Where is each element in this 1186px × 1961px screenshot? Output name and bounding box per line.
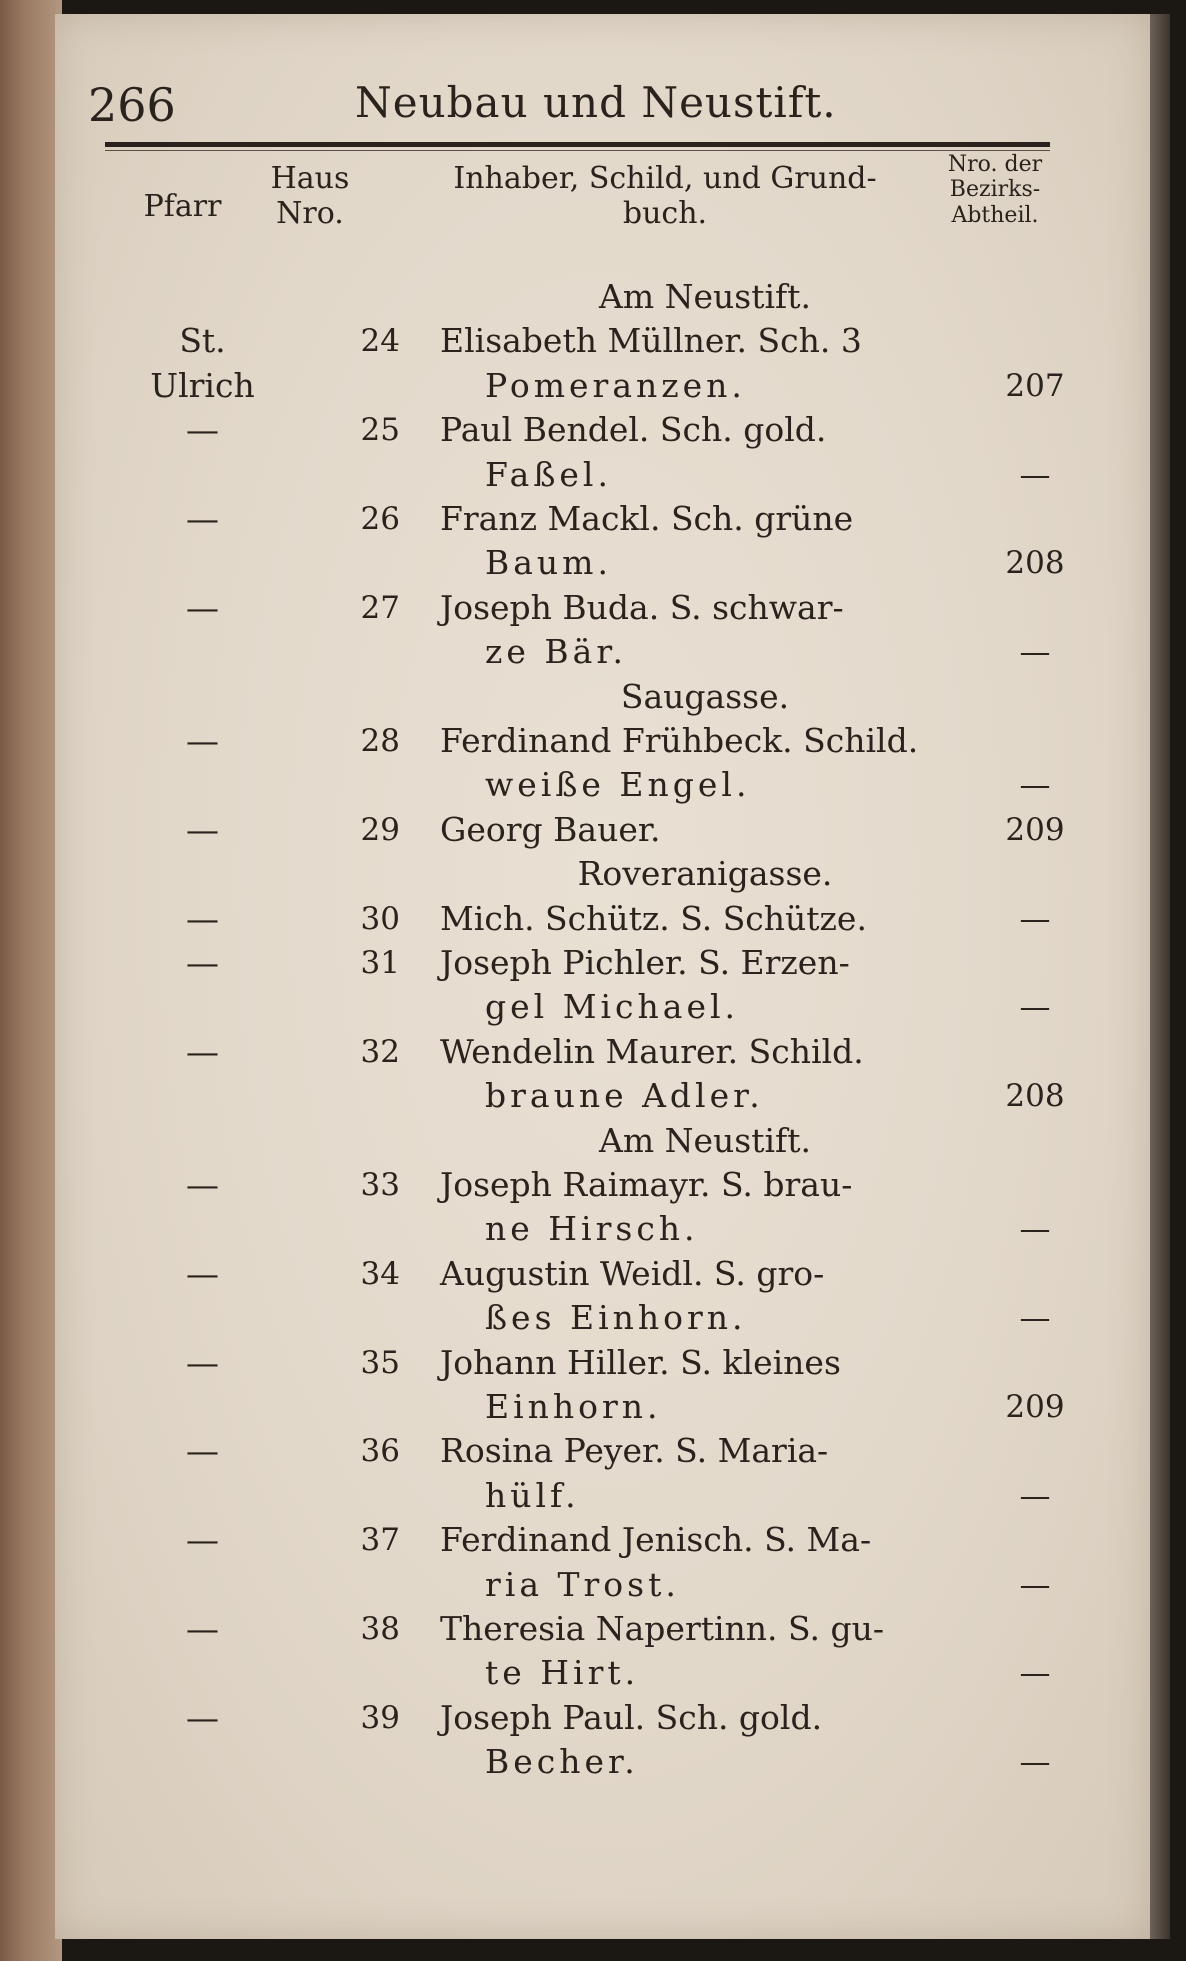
inhaber-text-continuation: Faßel. — [485, 454, 612, 494]
table-row-continuation — [0, 541, 1186, 585]
inhaber-text-continuation: ria Trost. — [485, 1564, 680, 1604]
pfarr-cell: — — [186, 809, 219, 849]
table-row-continuation — [0, 763, 1186, 807]
table-row-continuation — [0, 1563, 1186, 1607]
haus-number-cell: 26 — [360, 501, 400, 537]
column-header-nro-line3: Abtheil. — [951, 202, 1039, 228]
inhaber-text-continuation: te Hirt. — [485, 1653, 640, 1693]
table-row-continuation — [0, 1474, 1186, 1518]
table-row — [0, 941, 1186, 985]
table-row — [0, 1163, 1186, 1207]
column-header-pfarr: Pfarr — [143, 189, 222, 224]
pfarr-cell: — — [186, 1609, 219, 1648]
table-row-continuation — [0, 1651, 1186, 1695]
table-row — [0, 1030, 1186, 1074]
haus-number-cell: 25 — [360, 412, 400, 449]
pfarr-cell: — — [186, 1031, 219, 1071]
bezirk-number-cell: 209 — [1005, 1389, 1065, 1425]
bezirk-number-cell: — — [1019, 1566, 1051, 1603]
section-heading: Am Neustift. — [599, 277, 811, 316]
pfarr-cell: — — [186, 1165, 219, 1204]
table-row — [0, 808, 1186, 852]
table-row — [0, 719, 1186, 763]
bezirk-number-cell: — — [1019, 900, 1051, 937]
pfarr-cell: — — [186, 1253, 219, 1293]
pfarr-cell: — — [186, 721, 219, 760]
inhaber-text: Wendelin Maurer. Schild. — [440, 1031, 864, 1071]
table-row-continuation — [0, 1074, 1186, 1118]
section-heading: Saugasse. — [620, 676, 790, 716]
pfarr-cell: — — [186, 1520, 219, 1560]
table-row — [0, 1607, 1186, 1651]
table-row — [0, 1696, 1186, 1740]
table-row-continuation — [0, 1207, 1186, 1251]
section-heading: Roveranigasse. — [577, 854, 833, 894]
pfarr-cell: St. — [179, 321, 226, 361]
inhaber-text: Ferdinand Jenisch. S. Ma- — [440, 1520, 872, 1560]
inhaber-text-continuation: Becher. — [485, 1742, 639, 1782]
bezirk-number-cell: — — [1019, 634, 1051, 671]
inhaber-text-continuation: Baum. — [485, 543, 612, 583]
inhaber-text: Georg Bauer. — [440, 809, 661, 849]
table-row — [0, 319, 1186, 363]
bezirk-number-cell: — — [1019, 989, 1051, 1026]
bezirk-number-cell: 208 — [1005, 545, 1065, 582]
bezirk-number-cell: — — [1019, 1744, 1051, 1781]
column-header-nro-line2: Bezirks- — [949, 177, 1041, 203]
column-header-nro-line1: Nro. der — [947, 152, 1043, 177]
haus-number-cell: 28 — [360, 723, 400, 759]
inhaber-text-continuation: braune Adler. — [485, 1076, 764, 1116]
column-header-haus-line2: Nro. — [276, 195, 344, 231]
pfarr-cell: — — [186, 1697, 219, 1737]
inhaber-text: Franz Mackl. Sch. grüne — [440, 499, 854, 538]
inhaber-text: Elisabeth Müllner. Sch. 3 — [440, 321, 862, 361]
running-title: Neubau und Neustift. — [355, 78, 837, 127]
inhaber-text: Joseph Raimayr. S. brau- — [440, 1165, 853, 1204]
bezirk-number-cell: — — [1019, 1655, 1051, 1692]
table-row — [0, 1429, 1186, 1473]
haus-number-cell: 33 — [360, 1167, 400, 1203]
inhaber-text: Theresia Napertinn. S. gu- — [440, 1609, 884, 1648]
column-header-haus-line1: Haus — [270, 161, 350, 196]
inhaber-text: Joseph Paul. Sch. gold. — [440, 1697, 823, 1737]
bezirk-number-cell: — — [1019, 1300, 1051, 1337]
haus-number-cell: 34 — [360, 1255, 400, 1292]
table-row — [0, 497, 1186, 541]
haus-number-cell: 35 — [360, 1344, 400, 1381]
inhaber-text: Augustin Weidl. S. gro- — [440, 1253, 825, 1293]
haus-number-cell: 37 — [360, 1522, 400, 1559]
inhaber-text-continuation: Einhorn. — [485, 1387, 662, 1426]
haus-number-cell: 27 — [360, 589, 400, 626]
inhaber-text: Mich. Schütz. S. Schütze. — [440, 898, 867, 938]
haus-number-cell: 38 — [360, 1611, 400, 1647]
haus-number-cell: 31 — [360, 945, 400, 981]
section-heading: Am Neustift. — [599, 1120, 811, 1160]
inhaber-text: Paul Bendel. Sch. gold. — [440, 410, 827, 450]
table-row — [0, 1252, 1186, 1296]
bezirk-number-cell: 209 — [1005, 811, 1065, 848]
haus-number-cell: 36 — [360, 1433, 400, 1470]
inhaber-text-continuation: ßes Einhorn. — [485, 1298, 747, 1338]
table-row — [0, 1341, 1186, 1385]
table-row — [0, 408, 1186, 452]
bezirk-number-cell: — — [1019, 456, 1051, 493]
table-row-continuation — [0, 1385, 1186, 1429]
column-header-inhaber-line2: buch. — [622, 195, 708, 231]
bezirk-number-cell: — — [1019, 767, 1051, 804]
pfarr-cell: — — [186, 898, 219, 938]
table-row — [0, 1518, 1186, 1562]
table-row-continuation — [0, 453, 1186, 497]
haus-number-cell: 30 — [360, 900, 400, 937]
pfarr-cell: — — [186, 943, 219, 982]
inhaber-text-continuation: gel Michael. — [485, 987, 740, 1027]
pfarr-cell: — — [186, 499, 219, 538]
table-row-continuation — [0, 1740, 1186, 1784]
table-row-continuation — [0, 1296, 1186, 1340]
inhaber-text-continuation: Pomeranzen. — [485, 365, 746, 405]
bezirk-number-cell: 208 — [1005, 1078, 1065, 1115]
table-row-continuation — [0, 630, 1186, 674]
inhaber-text: Johann Hiller. S. kleines — [440, 1342, 841, 1382]
column-header-inhaber-line1: Inhaber, Schild, und Grund- — [453, 161, 877, 196]
haus-number-cell: 29 — [360, 811, 400, 848]
pfarr-cell: — — [186, 1431, 219, 1471]
table-row-continuation — [0, 985, 1186, 1029]
pfarr-cell-continuation: Ulrich — [150, 365, 255, 405]
inhaber-text-continuation: weiße Engel. — [485, 765, 751, 805]
table-row — [0, 586, 1186, 630]
haus-number-cell: 39 — [360, 1699, 400, 1736]
bezirk-number-cell: — — [1019, 1211, 1051, 1248]
inhaber-text: Rosina Peyer. S. Maria- — [440, 1431, 829, 1471]
pfarr-cell: — — [186, 587, 219, 627]
page-number: 266 — [88, 78, 176, 132]
inhaber-text: Ferdinand Frühbeck. Schild. — [440, 721, 919, 760]
bezirk-number-cell: — — [1019, 1477, 1051, 1514]
bezirk-number-cell: 207 — [1005, 367, 1065, 404]
inhaber-text: Joseph Buda. S. schwar- — [440, 587, 844, 627]
table-row — [0, 897, 1186, 941]
inhaber-text-continuation: ne Hirsch. — [485, 1209, 699, 1249]
pfarr-cell: — — [186, 1342, 219, 1382]
inhaber-text-continuation: ze Bär. — [485, 632, 627, 672]
inhaber-text-continuation: hülf. — [485, 1475, 580, 1515]
haus-number-cell: 24 — [360, 323, 400, 360]
pfarr-cell: — — [186, 410, 219, 450]
table-row-continuation — [0, 364, 1186, 408]
inhaber-text: Joseph Pichler. S. Erzen- — [440, 943, 850, 982]
haus-number-cell: 32 — [360, 1033, 400, 1070]
